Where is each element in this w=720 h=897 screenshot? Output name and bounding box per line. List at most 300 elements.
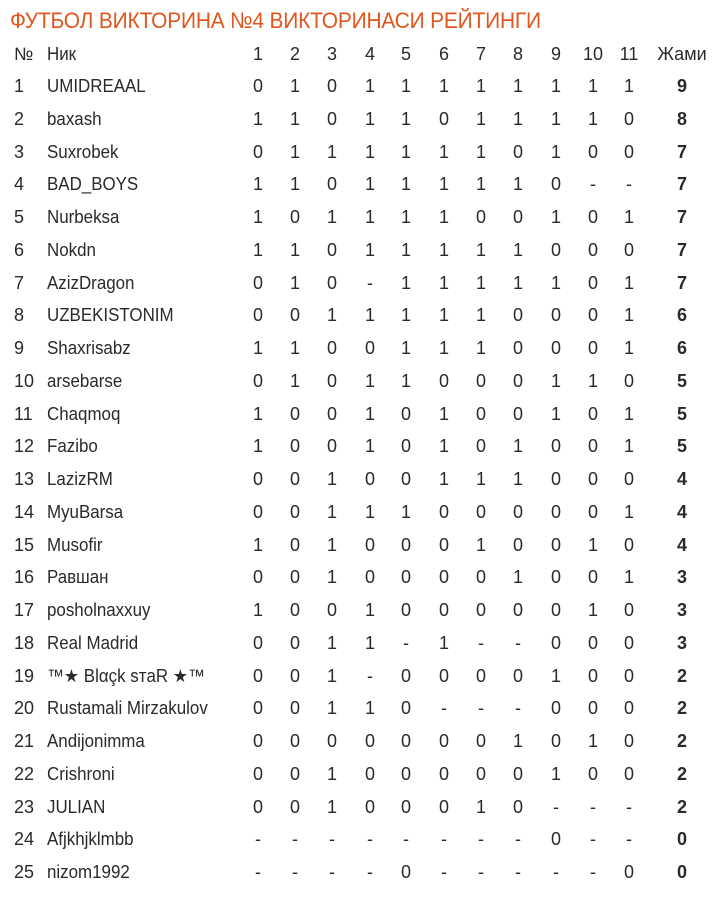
player-nick: Shaxrisabz [47, 338, 131, 358]
answer-cell: 0 [475, 731, 486, 751]
answer-cell: 1 [289, 370, 300, 391]
answer-cell: 0 [364, 338, 375, 358]
table-row [0, 856, 720, 889]
answer-cell: - [626, 796, 632, 817]
answer-cell: - [478, 829, 484, 850]
answer-cell: 0 [400, 796, 411, 817]
answer-cell: 0 [438, 370, 449, 391]
answer-cell: 0 [289, 600, 300, 620]
player-nick: Afjkhjklmbb [47, 829, 134, 850]
player-nick: Suxrobek [47, 141, 119, 162]
answer-cell: 0 [512, 370, 523, 391]
answer-cell: 0 [252, 698, 263, 719]
answer-cell: - [626, 829, 632, 850]
answer-cell: 0 [400, 403, 411, 424]
answer-cell: 1 [252, 600, 263, 620]
answer-cell: 0 [587, 141, 598, 162]
answer-cell: 0 [550, 469, 561, 489]
answer-cell: 1 [400, 239, 411, 260]
answer-cell: 1 [512, 731, 523, 751]
answer-cell: 1 [364, 370, 375, 391]
answer-cell: 1 [364, 632, 375, 653]
answer-cell: - [367, 862, 373, 882]
answer-cell: 0 [289, 534, 300, 555]
answer-cell: 0 [550, 436, 561, 457]
answer-cell: 1 [550, 665, 561, 686]
answer-cell: 0 [364, 567, 375, 588]
answer-cell: 0 [289, 731, 300, 751]
player-nick: Nokdn [47, 239, 96, 260]
table-row [0, 627, 720, 660]
answer-cell: 0 [623, 108, 634, 129]
answer-cell: 1 [326, 665, 337, 686]
rank-number: 11 [14, 403, 33, 424]
answer-cell: 0 [475, 436, 486, 457]
answer-cell: 1 [364, 501, 375, 522]
answer-cell: 0 [364, 534, 375, 555]
answer-cell: 0 [252, 370, 263, 391]
answer-cell: 1 [475, 272, 486, 293]
rank-number: 21 [14, 731, 35, 751]
rank-number: 6 [14, 239, 25, 260]
answer-cell: 1 [475, 141, 486, 162]
answer-cell: 0 [252, 469, 263, 489]
answer-cell: 0 [289, 796, 300, 817]
answer-cell: - [553, 862, 559, 882]
rank-number: 10 [14, 370, 35, 391]
answer-cell: 1 [587, 534, 598, 555]
header-question-9: 9 [550, 44, 561, 64]
answer-cell: 1 [326, 796, 337, 817]
answer-cell: 0 [623, 731, 634, 751]
answer-cell: 1 [550, 272, 561, 293]
total-score: 2 [676, 698, 687, 719]
table-row [0, 561, 720, 594]
answer-cell: 1 [475, 534, 486, 555]
answer-cell: 0 [587, 436, 598, 457]
answer-cell: 1 [289, 338, 300, 358]
answer-cell: 1 [438, 174, 449, 195]
answer-cell: 1 [587, 731, 598, 751]
answer-cell: 1 [289, 76, 300, 96]
answer-cell: 0 [587, 567, 598, 588]
answer-cell: 1 [512, 272, 523, 293]
answer-cell: - [441, 862, 447, 882]
answer-cell: - [515, 698, 521, 719]
answer-cell: 0 [623, 632, 634, 653]
answer-cell: 0 [326, 403, 337, 424]
player-nick: Chaqmoq [47, 403, 121, 424]
answer-cell: 1 [400, 174, 411, 195]
player-nick: Равшан [47, 567, 109, 588]
table-row [0, 758, 720, 791]
header-number: № [14, 44, 34, 64]
answer-cell: 0 [475, 763, 486, 784]
answer-cell: 1 [326, 141, 337, 162]
answer-cell: 0 [252, 305, 263, 326]
answer-cell: 1 [400, 370, 411, 391]
rank-number: 14 [14, 501, 35, 522]
answer-cell: 1 [400, 76, 411, 96]
answer-cell: 0 [438, 796, 449, 817]
player-nick: baxash [47, 108, 102, 129]
answer-cell: 1 [400, 272, 411, 293]
answer-cell: 0 [438, 567, 449, 588]
answer-cell: - [515, 862, 521, 882]
answer-cell: 0 [623, 141, 634, 162]
answer-cell: 0 [289, 436, 300, 457]
answer-cell: 1 [400, 108, 411, 129]
answer-cell: 0 [475, 207, 486, 227]
answer-cell: 0 [438, 600, 449, 620]
answer-cell: - [626, 174, 632, 195]
answer-cell: 0 [289, 305, 300, 326]
rank-number: 25 [14, 862, 35, 882]
answer-cell: 0 [512, 796, 523, 817]
rank-number: 13 [14, 469, 35, 489]
table-row [0, 725, 720, 758]
table-row [0, 103, 720, 136]
header-nick: Ник [47, 44, 77, 64]
table-row [0, 463, 720, 496]
answer-cell: 0 [587, 698, 598, 719]
rank-number: 20 [14, 698, 35, 719]
answer-cell: 1 [252, 436, 263, 457]
answer-cell: 0 [550, 174, 561, 195]
answer-cell: 0 [623, 763, 634, 784]
answer-cell: 0 [326, 600, 337, 620]
player-nick: ™★ Blαçk sᴛaR ★™ [47, 665, 205, 686]
total-score: 4 [676, 534, 687, 555]
answer-cell: - [255, 862, 261, 882]
total-score: 7 [676, 207, 687, 227]
answer-cell: - [441, 698, 447, 719]
answer-cell: 0 [438, 108, 449, 129]
answer-cell: - [292, 829, 298, 850]
answer-cell: 1 [289, 272, 300, 293]
answer-cell: 1 [512, 174, 523, 195]
answer-cell: 0 [475, 665, 486, 686]
answer-cell: 0 [550, 501, 561, 522]
answer-cell: - [590, 174, 596, 195]
answer-cell: 1 [364, 436, 375, 457]
total-score: 3 [676, 632, 687, 653]
answer-cell: 1 [550, 207, 561, 227]
answer-cell: - [553, 796, 559, 817]
answer-cell: 1 [364, 305, 375, 326]
total-score: 0 [676, 829, 687, 850]
answer-cell: 0 [512, 207, 523, 227]
header-question-3: 3 [326, 44, 337, 64]
answer-cell: 1 [623, 338, 634, 358]
rank-number: 2 [14, 108, 25, 129]
answer-cell: 1 [550, 141, 561, 162]
answer-cell: 0 [289, 567, 300, 588]
header-question-11: 11 [619, 44, 639, 64]
total-score: 2 [676, 763, 687, 784]
answer-cell: 1 [252, 338, 263, 358]
answer-cell: 0 [623, 862, 634, 882]
rank-number: 19 [14, 665, 35, 686]
answer-cell: 1 [326, 763, 337, 784]
answer-cell: 1 [550, 108, 561, 129]
answer-cell: 1 [550, 763, 561, 784]
answer-cell: 1 [252, 174, 263, 195]
answer-cell: 1 [438, 272, 449, 293]
total-score: 5 [676, 370, 687, 391]
rank-number: 23 [14, 796, 35, 817]
table-header-row [0, 38, 720, 70]
header-question-8: 8 [512, 44, 523, 64]
answer-cell: 0 [475, 567, 486, 588]
answer-cell: 0 [289, 698, 300, 719]
answer-cell: 0 [364, 763, 375, 784]
answer-cell: - [478, 862, 484, 882]
answer-cell: - [403, 632, 409, 653]
player-nick: LazizRM [47, 469, 113, 489]
answer-cell: 0 [326, 108, 337, 129]
answer-cell: 1 [400, 338, 411, 358]
answer-cell: 0 [587, 501, 598, 522]
rank-number: 12 [14, 436, 35, 457]
answer-cell: 0 [252, 76, 263, 96]
answer-cell: 1 [587, 108, 598, 129]
answer-cell: - [367, 829, 373, 850]
page-title: ФУТБОЛ ВИКТОРИНА №4 ВИКТОРИНАСИ РЕЙТИНГИ [10, 8, 541, 33]
answer-cell: 1 [364, 698, 375, 719]
answer-cell: 0 [587, 632, 598, 653]
answer-cell: 1 [550, 76, 561, 96]
answer-cell: 0 [326, 370, 337, 391]
answer-cell: - [403, 829, 409, 850]
answer-cell: 1 [623, 76, 634, 96]
answer-cell: 1 [326, 501, 337, 522]
player-nick: Real Madrid [47, 632, 139, 653]
table-row [0, 791, 720, 824]
answer-cell: 1 [550, 370, 561, 391]
player-nick: Nurbeksa [47, 207, 120, 227]
table-row [0, 398, 720, 431]
answer-cell: 0 [289, 632, 300, 653]
answer-cell: 1 [475, 76, 486, 96]
answer-cell: 0 [587, 338, 598, 358]
answer-cell: 0 [289, 501, 300, 522]
answer-cell: 0 [512, 665, 523, 686]
player-nick: Crishroni [47, 763, 115, 784]
answer-cell: 0 [587, 305, 598, 326]
player-nick: UZBEKISTONIM [47, 305, 174, 326]
answer-cell: 1 [326, 567, 337, 588]
answer-cell: 1 [438, 239, 449, 260]
answer-cell: 0 [289, 207, 300, 227]
player-nick: Andijonimma [47, 731, 145, 751]
answer-cell: 0 [475, 370, 486, 391]
table-body [0, 70, 720, 889]
answer-cell: 1 [400, 305, 411, 326]
answer-cell: 1 [475, 239, 486, 260]
answer-cell: - [515, 829, 521, 850]
answer-cell: 0 [326, 338, 337, 358]
header-question-2: 2 [289, 44, 300, 64]
player-nick: Rustamali Mirzakulov [47, 698, 208, 719]
answer-cell: - [478, 632, 484, 653]
answer-cell: 0 [623, 600, 634, 620]
answer-cell: 1 [252, 534, 263, 555]
total-score: 4 [676, 469, 687, 489]
answer-cell: 1 [623, 501, 634, 522]
answer-cell: 0 [438, 731, 449, 751]
answer-cell: 1 [512, 239, 523, 260]
answer-cell: 1 [475, 469, 486, 489]
answer-cell: - [255, 829, 261, 850]
table-row [0, 692, 720, 725]
answer-cell: 0 [400, 436, 411, 457]
rank-number: 24 [14, 829, 35, 850]
answer-cell: 1 [475, 796, 486, 817]
header-question-6: 6 [438, 44, 449, 64]
answer-cell: - [478, 698, 484, 719]
answer-cell: 1 [623, 305, 634, 326]
answer-cell: 0 [252, 763, 263, 784]
answer-cell: 0 [623, 469, 634, 489]
table-row [0, 332, 720, 365]
answer-cell: 0 [326, 76, 337, 96]
answer-cell: - [329, 829, 335, 850]
answer-cell: 0 [512, 501, 523, 522]
answer-cell: 1 [438, 141, 449, 162]
answer-cell: 0 [252, 141, 263, 162]
rank-number: 15 [14, 534, 35, 555]
answer-cell: 0 [623, 534, 634, 555]
player-nick: nizom1992 [47, 862, 130, 882]
answer-cell: 1 [326, 207, 337, 227]
header-total: Жами [657, 44, 707, 64]
answer-cell: 0 [326, 272, 337, 293]
answer-cell: 0 [512, 403, 523, 424]
answer-cell: - [367, 272, 373, 293]
answer-cell: 0 [400, 665, 411, 686]
table-row [0, 496, 720, 529]
answer-cell: 1 [623, 207, 634, 227]
player-nick: Musofir [47, 534, 103, 555]
answer-cell: 0 [400, 534, 411, 555]
answer-cell: 1 [252, 207, 263, 227]
rating-table [0, 38, 720, 889]
answer-cell: - [515, 632, 521, 653]
table-row [0, 660, 720, 693]
table-row [0, 823, 720, 856]
answer-cell: 0 [252, 567, 263, 588]
answer-cell: 0 [550, 600, 561, 620]
header-question-1: 1 [252, 44, 263, 64]
answer-cell: 0 [512, 600, 523, 620]
answer-cell: 0 [512, 141, 523, 162]
answer-cell: 0 [400, 469, 411, 489]
rank-number: 9 [14, 338, 25, 358]
total-score: 7 [676, 141, 687, 162]
answer-cell: 0 [326, 174, 337, 195]
answer-cell: 1 [400, 141, 411, 162]
answer-cell: 1 [438, 436, 449, 457]
answer-cell: 1 [326, 469, 337, 489]
total-score: 5 [676, 436, 687, 457]
answer-cell: 1 [326, 632, 337, 653]
answer-cell: 1 [364, 108, 375, 129]
answer-cell: 1 [400, 501, 411, 522]
answer-cell: 1 [512, 567, 523, 588]
answer-cell: 0 [550, 534, 561, 555]
answer-cell: 0 [475, 501, 486, 522]
answer-cell: 1 [438, 76, 449, 96]
answer-cell: 0 [252, 632, 263, 653]
header-question-10: 10 [582, 44, 604, 64]
answer-cell: 0 [550, 632, 561, 653]
answer-cell: 0 [623, 239, 634, 260]
answer-cell: 0 [252, 796, 263, 817]
total-score: 0 [676, 862, 687, 882]
table-row [0, 70, 720, 103]
player-nick: AzizDragon [47, 272, 135, 293]
total-score: 7 [676, 272, 687, 293]
header-question-7: 7 [475, 44, 486, 64]
header-question-5: 5 [400, 44, 411, 64]
answer-cell: 1 [438, 207, 449, 227]
total-score: 2 [676, 796, 687, 817]
table-row [0, 430, 720, 463]
answer-cell: 0 [252, 272, 263, 293]
answer-cell: 1 [364, 403, 375, 424]
answer-cell: 0 [512, 305, 523, 326]
answer-cell: 1 [252, 403, 263, 424]
answer-cell: 1 [289, 141, 300, 162]
answer-cell: 0 [289, 763, 300, 784]
answer-cell: 0 [326, 731, 337, 751]
rank-number: 3 [14, 141, 25, 162]
table-row [0, 267, 720, 300]
player-nick: MyuBarsa [47, 501, 124, 522]
answer-cell: 0 [512, 338, 523, 358]
answer-cell: 1 [512, 76, 523, 96]
answer-cell: - [367, 665, 373, 686]
answer-cell: 0 [326, 436, 337, 457]
answer-cell: - [590, 829, 596, 850]
total-score: 4 [676, 501, 687, 522]
answer-cell: 1 [364, 239, 375, 260]
answer-cell: 0 [400, 600, 411, 620]
answer-cell: 0 [550, 338, 561, 358]
answer-cell: 0 [400, 567, 411, 588]
answer-cell: 1 [364, 76, 375, 96]
answer-cell: 1 [587, 370, 598, 391]
answer-cell: 1 [438, 338, 449, 358]
answer-cell: - [590, 796, 596, 817]
answer-cell: - [292, 862, 298, 882]
answer-cell: 0 [400, 862, 411, 882]
answer-cell: 0 [475, 600, 486, 620]
table-row [0, 299, 720, 332]
answer-cell: 0 [438, 501, 449, 522]
player-nick: JULIAN [47, 796, 106, 817]
table-row [0, 234, 720, 267]
answer-cell: 1 [587, 76, 598, 96]
header-question-4: 4 [364, 44, 375, 64]
rank-number: 1 [14, 76, 25, 96]
answer-cell: 0 [512, 763, 523, 784]
answer-cell: 0 [438, 534, 449, 555]
table-row [0, 365, 720, 398]
answer-cell: 1 [326, 698, 337, 719]
player-nick: posholnaxxuy [47, 600, 151, 620]
